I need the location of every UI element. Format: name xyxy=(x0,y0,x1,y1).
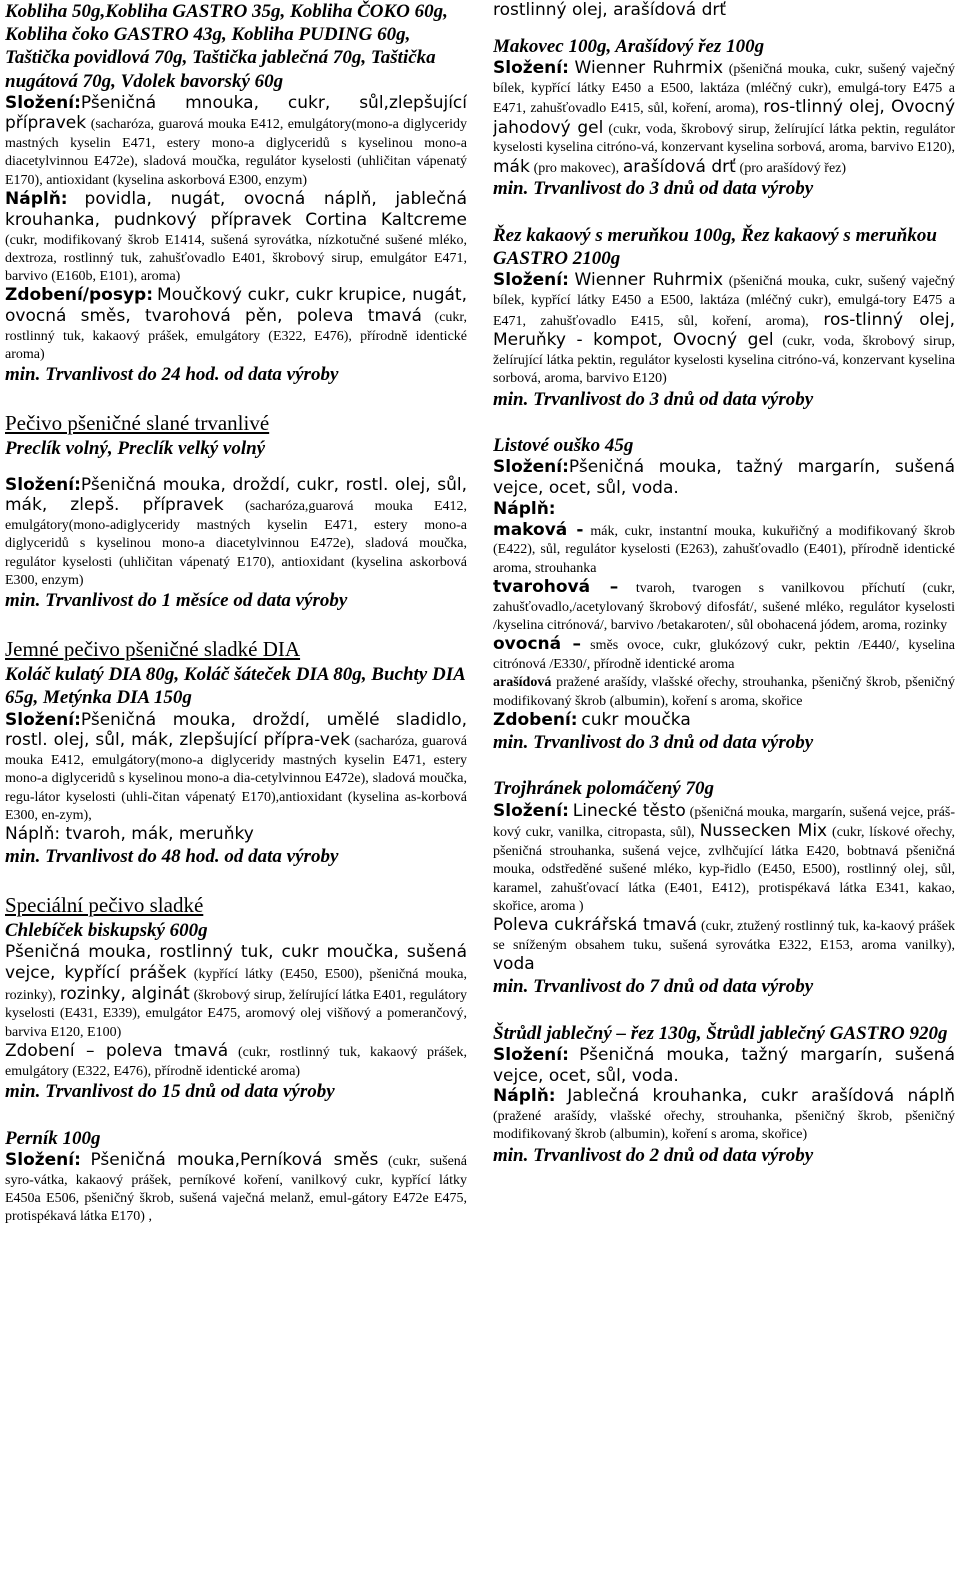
ingredients-paragraph xyxy=(5,710,467,825)
decoration-detail: (cukr, rostlinný tuk, kakaový prášek, emulgátory (E322, E476), přírodně identické aroma) xyxy=(5,310,467,363)
ingredients-detail: (sacharóza, guarová mouka E412, emulgátory(mono-a diglyceridy mastných kyselin E471, estery mono-a diglyceridů s kyselinou mono-a diacetylvinnou E472e), sladová moučka, regulátor kyselosti (uhličitan vápenatý E170), antioxidant (kyselina askorbová E300, enzym) xyxy=(5,117,467,188)
product-title: Řez kakaový s meruňkou 100g, Řez kakaový s meruňkou GASTRO 2100g xyxy=(493,225,937,270)
ingredients-main: Linecké těsto xyxy=(572,800,686,821)
left-column xyxy=(5,0,467,1590)
shelf-life: min. Trvanlivost do 3 dnů od data výroby xyxy=(493,178,814,200)
filling-detail: (cukr, modifikovaný škrob E1414, sušená syrovátka, nízkotučné sušené mléko, dextroza, rostlinný tuk, zahušťovadlo E401, škrobový sirup, emulgátor E471, barvivo (E160b, E101), aroma) xyxy=(5,232,467,285)
filling-detail: (pražené arašídy, vlašské ořechy, strouhanka, pšeničný škrob, pšeničný modifikovaný škrob (albumin), koření s aroma, skořice) xyxy=(493,1108,955,1143)
product-title: Listové ouško 45g xyxy=(493,435,634,457)
ingredients-paragraph xyxy=(5,1150,467,1226)
product-title: Chlebíček biskupský 600g xyxy=(5,919,208,941)
product-title: Kobliha 50g,Kobliha GASTRO 35g, Kobliha ČOKO 60g, Kobliha čoko GASTRO 43g, Kobliha PUDING 60g, Taštička povidlová 70g, Taštička jablečná 70g, Taštička nugátová 70g, Vdolek bavorský 60g xyxy=(5,1,448,92)
ingredients-main: Wienner Ruhrmix xyxy=(574,57,724,78)
label-slozeni: Složení: xyxy=(5,92,81,113)
section-heading: Speciální pečivo sladké xyxy=(5,892,204,917)
product-title: Makovec 100g, Arašídový řez 100g xyxy=(493,35,765,57)
label-zdobeni: Zdobení: xyxy=(493,709,578,730)
product-title: Štrůdl jablečný – řez 130g, Štrůdl jablečný GASTRO 920g xyxy=(493,1022,948,1044)
product-title: Koláč kulatý DIA 80g, Koláč šáteček DIA 80g, Buchty DIA 65g, Metýnka DIA 150g xyxy=(5,664,465,709)
ingredients-detail: (pšeničná mouka, margarín, sušená vejce, práš-kový cukr, vanilka, citropasta, sůl), xyxy=(493,804,955,841)
decoration-detail: (cukr, rostlinný tuk, kakaový prášek, emulgátory (E322, E476), přírodně identické aroma) xyxy=(5,1044,467,1079)
ingredients-detail-4: (pro arašídový řez) xyxy=(739,160,847,176)
ingredients-detail: (sacharóza, guarová mouka E412, emulgátory(mono-a diglyceridy mastných kyselin E471, estery mono-a diglyceridů s kyselinou mono-a dia-cetylvinnou E472e), sladová moučka, regu-látor kyselosti (uhli-čitan vápenatý E170),antioxidant (kyselina as-korbová E300, en-zym), xyxy=(5,734,467,823)
ingredients-main: Pšeničná mouka, tažný margarín, sušená vejce, ocet, sůl, voda. xyxy=(493,457,955,499)
filling-type-label: arašídová xyxy=(493,675,552,691)
label-slozeni: Složení: xyxy=(493,270,569,291)
shelf-life: min. Trvanlivost do 3 dnů od data výroby xyxy=(493,731,814,753)
ingredients-detail-3: (pro makovec), xyxy=(533,160,620,176)
ingredients-main-2: ros-tlinný olej, Meruňky - kompot, Ovocný gel xyxy=(493,309,955,351)
ingredients-main: Pšeničná mnouka, cukr, sůl,zlepšující přípravek xyxy=(5,92,467,134)
shelf-life: min. Trvanlivost do 48 hod. od data výroby xyxy=(5,846,339,867)
shelf-life: min. Trvanlivost do 24 hod. od data výroby xyxy=(5,364,339,386)
section-heading: Pečivo pšeničné slané trvanlivé xyxy=(5,411,270,436)
section-jemne-pecivo xyxy=(5,636,467,870)
label-slozeni: Složení: xyxy=(5,1149,81,1170)
ingredients-main-3: mák xyxy=(493,156,530,177)
section-kobliha xyxy=(5,0,467,388)
product-title: Trojhránek polomáčený 70g xyxy=(493,778,714,800)
ingredients-paragraph xyxy=(5,475,467,590)
ingredients-main: Pšeničná mouka, tažný margarín, sušená vejce, ocet, sůl, voda. xyxy=(493,1044,955,1086)
label-napln: Náplň: xyxy=(493,498,556,519)
filling-arasidova xyxy=(493,673,955,710)
glaze-paragraph xyxy=(493,915,955,975)
label-slozeni: Složení: xyxy=(5,709,81,730)
filling-label-line xyxy=(493,499,955,520)
label-slozeni: Složení: xyxy=(493,57,569,78)
ingredients-detail-2: (cukr, lískové ořechy, pšeničná strouhanka, sušená vejce, zvlhčující látka E420, bobtnavá pšeničná mouka, odstředěné sušené mléko, kyp-řidlo (E450, E500), rostlinný olej, sůl, karamel, zahušťovací látka (E401, E412), protispékavá látka E341, kakao, skořice, aroma ) xyxy=(493,825,955,914)
ingredients-detail: (cukr, sušená syro-vátka, kakaový prášek, perníkové koření, vanilkový cukr, kypřící látky E450a E506, pšeničný škrob, sušená vaječná melanž, emul-gátory E472e E475, protispékavá látka E170) , xyxy=(5,1153,467,1225)
ingredients-detail-2: (škrobový sirup, želírující látka E401, regulátory kyselosti (E431, E339), emulgátor E475, aromový olej višňový a pomerančový, barviva E120, E100) xyxy=(5,987,467,1040)
ingredients-detail-2: (cukr, voda, škrobový sirup, želírující látka pektin, regulátor kyselosti kyselina citróno-vá, konzervant kyselina sorbová, aroma, barvivo E120), xyxy=(493,121,955,156)
section-listove-ousko xyxy=(493,434,955,755)
filling-makova xyxy=(493,520,955,577)
section-pernik xyxy=(5,1127,467,1226)
filling-paragraph xyxy=(493,1086,955,1143)
ingredients-main: Pšeničná mouka, rostlinný tuk, cukr moučka, sušená vejce, kypřící prášek xyxy=(5,942,467,983)
decoration-paragraph xyxy=(5,1041,467,1080)
filling-line: Náplň: tvaroh, mák, meruňky xyxy=(5,824,254,845)
section-strudl xyxy=(493,1022,955,1169)
filling-main: povidla, nugát, ovocná náplň, jablečná krouhanka, pudnkový přípravek Cortina Kaltcreme xyxy=(5,189,467,230)
filling-ovocna xyxy=(493,634,955,673)
ingredients-paragraph xyxy=(5,942,467,1041)
filling-type-text: tvaroh, tvarogen s vanilkovou příchutí (cukr, zahušťovadlo,/acetylovaný škrobový difosfát/, sušené mléko, regulátor kyselosti /kyselina citrónová/, barvivo /betakaroten/, sůl obohacená jódem, aroma, rozinky xyxy=(493,580,955,633)
decoration-main: Zdobení – poleva tmavá xyxy=(5,1040,229,1061)
ingredients-paragraph xyxy=(493,58,955,178)
filling-main: Jablečná krouhanka, cukr arašídová náplň xyxy=(567,1086,955,1107)
filling-type-text: směs ovoce, cukr, glukózový cukr, pektin /E440/, kyselina citrónová /E330/, přírodně identické aroma xyxy=(493,638,955,673)
ingredients-paragraph xyxy=(493,801,955,916)
label-slozeni: Složení: xyxy=(5,474,81,495)
decoration-main: cukr moučka xyxy=(581,709,691,730)
ingredients-detail-2: (cukr, voda, škrobový sirup, želírující látka pektin, regulátor kyselosti kyselina citróno-vá, konzervant kyselina sorbová, aroma, barvivo E120) xyxy=(493,334,955,387)
ingredients-main: Wienner Ruhrmix xyxy=(574,270,724,291)
filling-type-label: maková - xyxy=(493,519,584,540)
right-column xyxy=(493,0,955,1590)
ingredients-detail: (pšeničná mouka, cukr, sušený vaječný bílek, kypřící látky E450 a E500, laktáza (mléčný cukr), emulgá-tory E475 a E471, zahušťovadlo E415, sůl, koření, aroma), xyxy=(493,61,955,116)
section-makovec xyxy=(493,35,955,202)
ingredients-main-2: ros-tlinný olej, Ovocný jahodový gel xyxy=(493,96,955,138)
section-pecivo-slane xyxy=(5,410,467,614)
label-zdobeni: Zdobení/posyp: xyxy=(5,285,154,306)
decoration-paragraph xyxy=(493,710,955,731)
product-title: Preclík volný, Preclík velký volný xyxy=(5,438,266,460)
ingredients-main-2: rozinky, alginát xyxy=(59,983,190,1004)
decoration-main: Moučkový cukr, cukr krupice, nugát, ovocná směs, tvarohová pěn, poleva tmavá xyxy=(5,285,467,327)
filling-type-text: pražené arašídy, vlašské ořechy, strouhanka, pšeničný škrob, pšeničný modifikovaný škrob (albumin), koření s aroma, skořice xyxy=(493,675,955,709)
shelf-life: min. Trvanlivost do 1 měsíce od data výroby xyxy=(5,590,348,612)
ingredients-main: Pšeničná mouka,Perníková směs xyxy=(90,1149,379,1170)
label-slozeni: Složení: xyxy=(493,800,569,821)
ingredients-main-4: arašídová drť xyxy=(622,156,736,177)
product-title: Perník 100g xyxy=(5,1127,101,1149)
continuation-text: rostlinný olej, arašídová drť xyxy=(493,0,727,20)
ingredients-main: Pšeničná mouka, droždí, umělé sladidlo, rostl. olej, sůl, mák, zlepšující přípra-vek xyxy=(5,709,467,751)
section-rez-kakaovy xyxy=(493,224,955,412)
decoration-paragraph xyxy=(5,285,467,363)
glaze-detail: (cukr, ztužený rostlinný tuk, ka-kaový prášek se sníženým obsahem tuku, sušená syrovátka E322, E153, aroma vanilky), xyxy=(493,919,955,953)
ingredients-paragraph xyxy=(493,457,955,498)
shelf-life: min. Trvanlivost do 15 dnů od data výroby xyxy=(5,1080,335,1102)
filling-type-label: tvarohová – xyxy=(493,576,619,597)
ingredients-paragraph xyxy=(5,93,467,189)
glaze-main: Poleva cukrářská tmavá xyxy=(493,915,698,936)
ingredients-detail: (sacharóza,guarová mouka E412, emulgátory(mono-adiglyceridy mastných kyselin E471, estery mono-a diglyceridů s kyselinou mono-a diacetylvinnou E472e), sladová moučka, regulátor kyselosti (uhličitan vápenatý E170), antioxidant (kyselina askorbová E300, enzym) xyxy=(5,499,467,588)
section-heading: Jemné pečivo pšeničné sladké DIA xyxy=(5,636,301,661)
ingredients-main: Pšeničná mouka, droždí, cukr, rostl. olej, sůl, mák, zlepš. přípravek xyxy=(5,474,467,516)
ingredients-detail: (pšeničná mouka, cukr, sušený vaječný bílek, kypřící látky E450 a E500, laktáza (mléčný cukr), emulgá-tory E475 a E471, zahušťovadlo E415, sůl, koření, aroma), xyxy=(493,274,955,329)
filling-type-label: ovocná – xyxy=(493,634,581,655)
ingredients-paragraph xyxy=(493,270,955,387)
label-slozeni: Složení: xyxy=(493,457,569,478)
shelf-life: min. Trvanlivost do 3 dnů od data výroby xyxy=(493,388,814,410)
ingredients-paragraph xyxy=(493,1045,955,1086)
glaze-water: voda xyxy=(493,954,535,975)
label-slozeni: Složení: xyxy=(493,1044,569,1065)
section-specialni xyxy=(5,892,467,1105)
section-trojhranek xyxy=(493,777,955,999)
filling-type-text: mák, cukr, instantní mouka, kukuřičný a modifikovaný škrob (E422), sůl, regulátor kyselosti (E263), zahušťovadlo (E401), přírodně identické aroma, strouhanka xyxy=(493,523,955,576)
label-napln: Náplň: xyxy=(493,1086,556,1107)
shelf-life: min. Trvanlivost do 2 dnů od data výroby xyxy=(493,1144,814,1166)
shelf-life: min. Trvanlivost do 7 dnů od data výroby xyxy=(493,975,814,997)
ingredients-main-2: Nussecken Mix xyxy=(699,821,828,842)
filling-tvarohova xyxy=(493,577,955,634)
filling-paragraph xyxy=(5,189,467,285)
label-napln: Náplň: xyxy=(5,189,68,210)
ingredients-detail: (kypřící látky (E450, E500), pšeničná mouka, rozinky), xyxy=(5,966,467,1003)
